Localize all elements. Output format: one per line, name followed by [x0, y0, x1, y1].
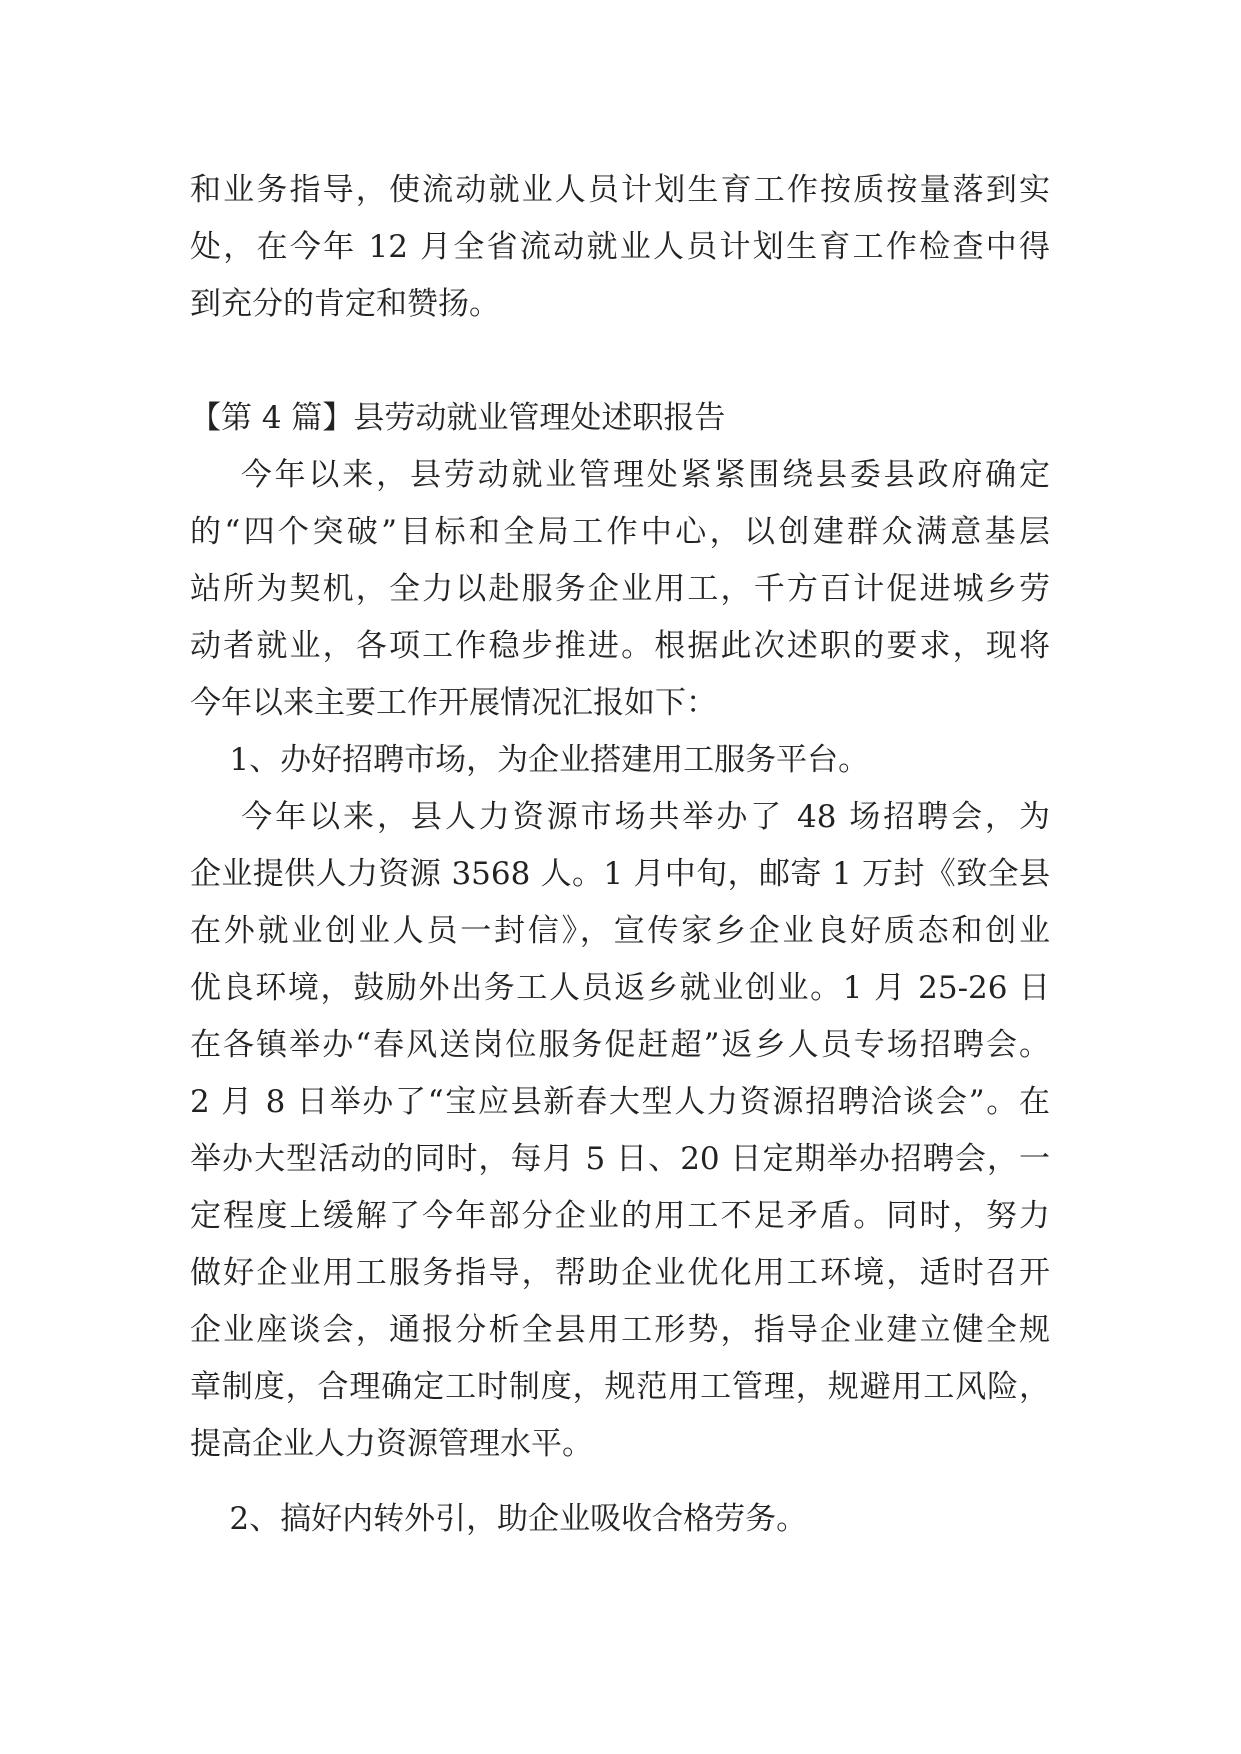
text-line: 在外就业创业人员一封信》，宣传家乡企业良好质态和创业	[190, 913, 1050, 949]
text-line: 章制度，合理确定工时制度，规范用工管理，规避用工风险，	[190, 1369, 1050, 1405]
text-line: 企业座谈会，通报分析全县用工形势，指导企业建立健全规	[190, 1312, 1050, 1348]
text-line: 定程度上缓解了今年部分企业的用工不足矛盾。同时，努力	[190, 1198, 1050, 1234]
text-line: 的“四个突破”目标和全局工作中心，以创建群众满意基层	[190, 514, 1050, 550]
text-line: 站所为契机，全力以赴服务企业用工，千方百计促进城乡劳	[190, 571, 1050, 607]
text-line: 今年以来主要工作开展情况汇报如下：	[190, 685, 717, 721]
numbered-heading: 1、办好招聘市场，为企业搭建用工服务平台。	[190, 742, 870, 778]
text-line: 处，在今年 12 月全省流动就业人员计划生育工作检查中得	[190, 229, 1050, 265]
text-line: 提高企业人力资源管理水平。	[190, 1426, 593, 1462]
text-line: 动者就业，各项工作稳步推进。根据此次述职的要求，现将	[190, 628, 1050, 664]
text-line: 今年以来，县劳动就业管理处紧紧围绕县委县政府确定	[190, 457, 1050, 493]
text-line: 做好企业用工服务指导，帮助企业优化用工环境，适时召开	[190, 1255, 1050, 1291]
text-line: 企业提供人力资源 3568 人。1 月中旬，邮寄 1 万封《致全县	[190, 856, 1050, 892]
text-line: 在各镇举办“春风送岗位服务促赶超”返乡人员专场招聘会。	[190, 1027, 1050, 1063]
text-line: 到充分的肯定和赞扬。	[190, 286, 500, 322]
text-line: 2 月 8 日举办了“宝应县新春大型人力资源招聘洽谈会”。在	[190, 1084, 1050, 1120]
text-line: 今年以来，县人力资源市场共举办了 48 场招聘会，为	[190, 799, 1050, 835]
text-line: 优良环境，鼓励外出务工人员返乡就业创业。1 月 25-26 日	[190, 970, 1050, 1006]
section-heading: 【第 4 篇】县劳动就业管理处述职报告	[190, 400, 726, 436]
text-line: 和业务指导，使流动就业人员计划生育工作按质按量落到实	[190, 172, 1050, 208]
text-line: 举办大型活动的同时，每月 5 日、20 日定期举办招聘会，一	[190, 1141, 1050, 1177]
numbered-heading: 2、搞好内转外引，助企业吸收合格劳务。	[190, 1501, 808, 1537]
